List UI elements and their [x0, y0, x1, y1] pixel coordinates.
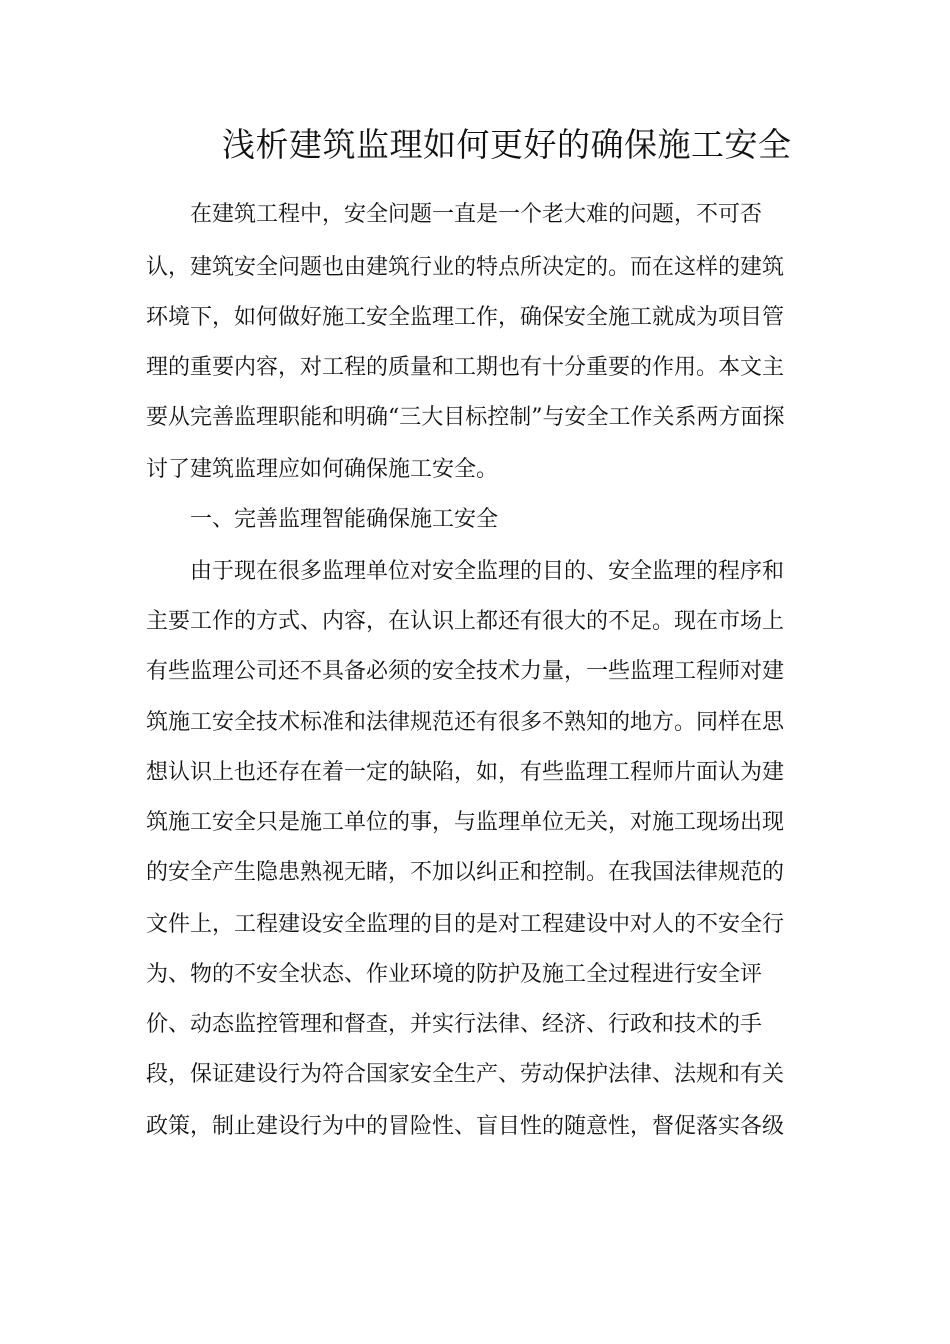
paragraph-line: 筑施工安全技术标准和法律规范还有很多不熟知的地方。同样在思	[146, 710, 785, 735]
paragraph-line: 要从完善监理职能和明确“三大目标控制”与安全工作关系两方面探	[146, 405, 785, 430]
paragraph-line: 有些监理公司还不具备必须的安全技术力量，一些监理工程师对建	[146, 659, 785, 684]
paragraph-line: 主要工作的方式、内容，在认识上都还有很大的不足。现在市场上	[146, 609, 785, 634]
paragraph-line: 筑施工安全只是施工单位的事，与监理单位无关，对施工现场出现	[146, 810, 785, 835]
paragraph-line: 价、动态监控管理和督查，并实行法律、经济、行政和技术的手	[146, 1012, 763, 1037]
paragraph-line: 想认识上也还存在着一定的缺陷，如，有些监理工程师片面认为建	[146, 760, 785, 785]
paragraph-line: 认，建筑安全问题也由建筑行业的特点所决定的。而在这样的建筑	[146, 255, 785, 280]
paragraph-line: 讨了建筑监理应如何确保施工安全。	[146, 457, 499, 482]
paragraph-line: 理的重要内容，对工程的质量和工期也有十分重要的作用。本文主	[146, 355, 785, 380]
paragraph-line: 的安全产生隐患熟视无睹，不加以纠正和控制。在我国法律规范的	[146, 860, 785, 885]
paragraph-line: 由于现在很多监理单位对安全监理的目的、安全监理的程序和	[190, 559, 785, 584]
document-title: 浅析建筑监理如何更好的确保施工安全	[222, 125, 792, 164]
paragraph-line: 文件上，工程建设安全监理的目的是对工程建设中对人的不安全行	[146, 912, 785, 937]
paragraph-line: 环境下，如何做好施工安全监理工作，确保安全施工就成为项目管	[146, 305, 785, 330]
paragraph-line: 段，保证建设行为符合国家安全生产、劳动保护法律、法规和有关	[146, 1062, 785, 1087]
paragraph-line: 为、物的不安全状态、作业环境的防护及施工全过程进行安全评	[146, 962, 763, 987]
paragraph-line: 在建筑工程中，安全问题一直是一个老大难的问题，不可否	[190, 202, 763, 227]
paragraph-line: 政策，制止建设行为中的冒险性、盲目性的随意性，督促落实各级	[146, 1114, 785, 1139]
section-heading: 一、完善监理智能确保施工安全	[190, 507, 499, 532]
